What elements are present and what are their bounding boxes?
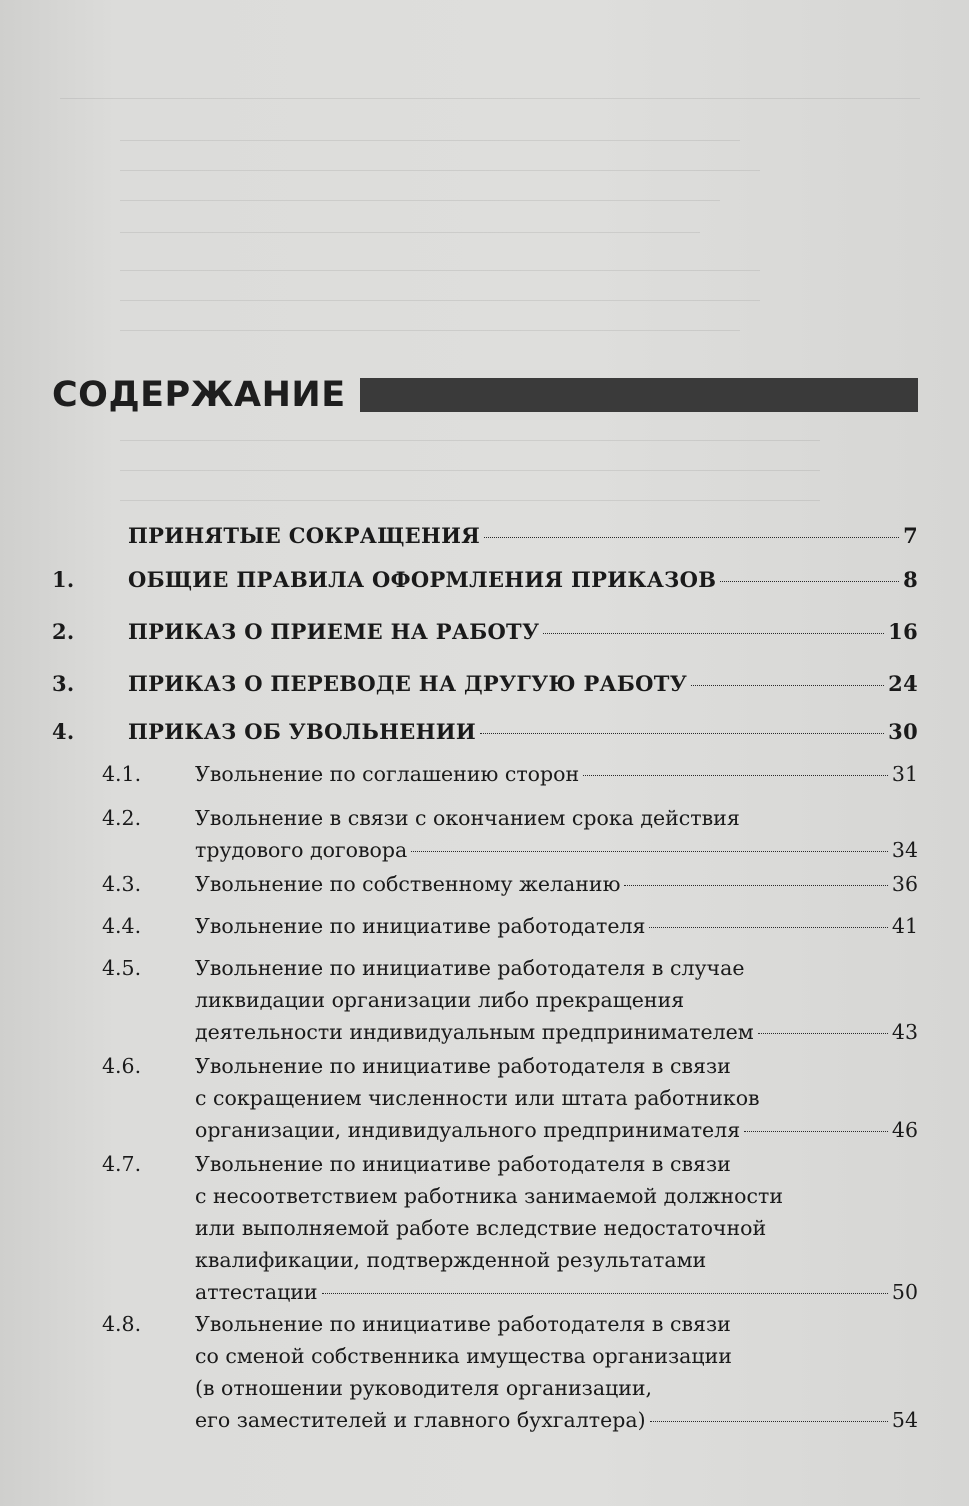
- toc-page-number: 7: [903, 523, 918, 548]
- toc-entry-title: квалификации, подтвержденной результатами: [195, 1248, 707, 1272]
- toc-entry-line: [102, 1148, 918, 1180]
- toc-entry-title: ПРИКАЗ ОБ УВОЛЬНЕНИИ: [128, 719, 477, 744]
- toc-entry-title: организации, индивидуального предпринимателя: [195, 1118, 741, 1142]
- toc-entry-line: [102, 802, 918, 834]
- dot-leader: [583, 775, 888, 776]
- page-title: СОДЕРЖАНИЕ: [52, 375, 346, 415]
- toc-entry[interactable]: [52, 910, 918, 942]
- toc-entry-line: [52, 564, 918, 596]
- dot-leader: [480, 733, 884, 734]
- toc-entry-line: [102, 1016, 918, 1048]
- toc-page-number: 8: [903, 567, 918, 592]
- toc-entry[interactable]: [52, 952, 918, 1048]
- toc-entry[interactable]: [52, 668, 918, 700]
- toc-entry-title: деятельности индивидуальным предпринимателем: [195, 1020, 754, 1044]
- toc-page-number: 54: [891, 1408, 918, 1432]
- heading-bar: [360, 378, 918, 412]
- toc-page-number: 30: [888, 719, 918, 744]
- dot-leader: [650, 1421, 888, 1422]
- toc-entry-line: [102, 1244, 918, 1276]
- toc-entry-line: [102, 1308, 918, 1340]
- toc-entry-line: [102, 1212, 918, 1244]
- toc-entry-title: Увольнение по инициативе работодателя в связи: [195, 1152, 731, 1176]
- toc-entry-line: [102, 1276, 918, 1308]
- dot-leader: [411, 851, 888, 852]
- toc-entry-number: 4.1.: [102, 762, 142, 786]
- toc-entry-title: с несоответствием работника занимаемой должности: [195, 1184, 784, 1208]
- toc-entry-title: ОБЩИЕ ПРАВИЛА ОФОРМЛЕНИЯ ПРИКАЗОВ: [128, 567, 717, 592]
- toc-entry[interactable]: [52, 868, 918, 900]
- toc-entry-line: [102, 910, 918, 942]
- toc-entry-line: [52, 668, 918, 700]
- toc-entry-line: [102, 1180, 918, 1212]
- toc-entry-line: [52, 520, 918, 552]
- toc-entry[interactable]: [52, 758, 918, 790]
- toc-entry-line: [52, 616, 918, 648]
- toc-entry-number: 1.: [52, 567, 75, 592]
- toc-entry-title: ПРИКАЗ О ПРИЕМЕ НА РАБОТУ: [128, 619, 540, 644]
- dot-leader: [649, 927, 887, 928]
- toc-entry[interactable]: [52, 616, 918, 648]
- toc-entry-title: Увольнение по собственному желанию: [195, 872, 621, 896]
- toc-entry-number: 4.7.: [102, 1152, 142, 1176]
- dot-leader: [624, 885, 887, 886]
- toc-entry-line: [102, 1050, 918, 1082]
- toc-entry[interactable]: [52, 716, 918, 748]
- toc-entry-number: 2.: [52, 619, 75, 644]
- toc-entry-line: [102, 834, 918, 866]
- toc-entry-line: [102, 1114, 918, 1146]
- toc-entry-number: 4.8.: [102, 1312, 142, 1336]
- toc-entry-title: со сменой собственника имущества организации: [195, 1344, 732, 1368]
- toc-entry-line: [102, 1372, 918, 1404]
- toc-entry-number: 4.5.: [102, 956, 142, 980]
- toc-entry[interactable]: [52, 1308, 918, 1436]
- toc-page-number: 16: [888, 619, 918, 644]
- toc-entry-line: [102, 952, 918, 984]
- toc-entry-title: Увольнение по инициативе работодателя в связи: [195, 1312, 731, 1336]
- toc-entry-title: ПРИКАЗ О ПЕРЕВОДЕ НА ДРУГУЮ РАБОТУ: [128, 671, 688, 696]
- toc-page-number: 24: [888, 671, 918, 696]
- toc-entry-title: (в отношении руководителя организации,: [195, 1376, 653, 1400]
- dot-leader: [543, 633, 884, 634]
- toc-entry-title: Увольнение по инициативе работодателя в случае: [195, 956, 745, 980]
- toc-entry-title: его заместителей и главного бухгалтера): [195, 1408, 646, 1432]
- toc-entry-title: или выполняемой работе вследствие недостаточной: [195, 1216, 767, 1240]
- toc-entry-line: [102, 1404, 918, 1436]
- toc-entry-title: ликвидации организации либо прекращения: [195, 988, 685, 1012]
- dot-leader: [484, 537, 899, 538]
- toc-entry[interactable]: [52, 564, 918, 596]
- dot-leader: [691, 685, 884, 686]
- toc-entry-title: трудового договора: [195, 838, 408, 862]
- toc-entry-title: с сокращением численности или штата работников: [195, 1086, 760, 1110]
- toc-entry-title: Увольнение по инициативе работодателя в связи: [195, 1054, 731, 1078]
- toc-entry-line: [102, 1082, 918, 1114]
- toc-entry-number: 4.3.: [102, 872, 142, 896]
- toc-entry-number: 4.4.: [102, 914, 142, 938]
- toc-entry[interactable]: [52, 802, 918, 866]
- toc-entry[interactable]: [52, 1050, 918, 1146]
- toc-entry-title: Увольнение по соглашению сторон: [195, 762, 580, 786]
- toc-entry-line: [102, 1340, 918, 1372]
- toc-page-number: 41: [891, 914, 918, 938]
- toc-entry-line: [102, 758, 918, 790]
- toc-entry-title: аттестации: [195, 1280, 318, 1304]
- toc-entry-number: 4.6.: [102, 1054, 142, 1078]
- dot-leader: [322, 1293, 888, 1294]
- toc-entry-line: [102, 868, 918, 900]
- dot-leader: [720, 581, 899, 582]
- toc-page-number: 31: [891, 762, 918, 786]
- toc-page-number: 43: [891, 1020, 918, 1044]
- toc-page-number: 36: [891, 872, 918, 896]
- toc-page-number: 34: [891, 838, 918, 862]
- toc-entry-title: Увольнение в связи с окончанием срока действия: [195, 806, 740, 830]
- dot-leader: [744, 1131, 888, 1132]
- toc-entry-line: [52, 716, 918, 748]
- toc-entry-line: [102, 984, 918, 1016]
- toc-entry-number: 4.: [52, 719, 75, 744]
- toc-entry-title: ПРИНЯТЫЕ СОКРАЩЕНИЯ: [128, 523, 481, 548]
- toc-page-number: 50: [891, 1280, 918, 1304]
- toc-entry-title: Увольнение по инициативе работодателя: [195, 914, 646, 938]
- toc-heading-row: [52, 372, 918, 418]
- toc-entry-number: 3.: [52, 671, 75, 696]
- toc-entry[interactable]: [52, 1148, 918, 1308]
- toc-entry[interactable]: [52, 520, 918, 552]
- toc-entry-number: 4.2.: [102, 806, 142, 830]
- toc-page-number: 46: [891, 1118, 918, 1142]
- dot-leader: [758, 1033, 888, 1034]
